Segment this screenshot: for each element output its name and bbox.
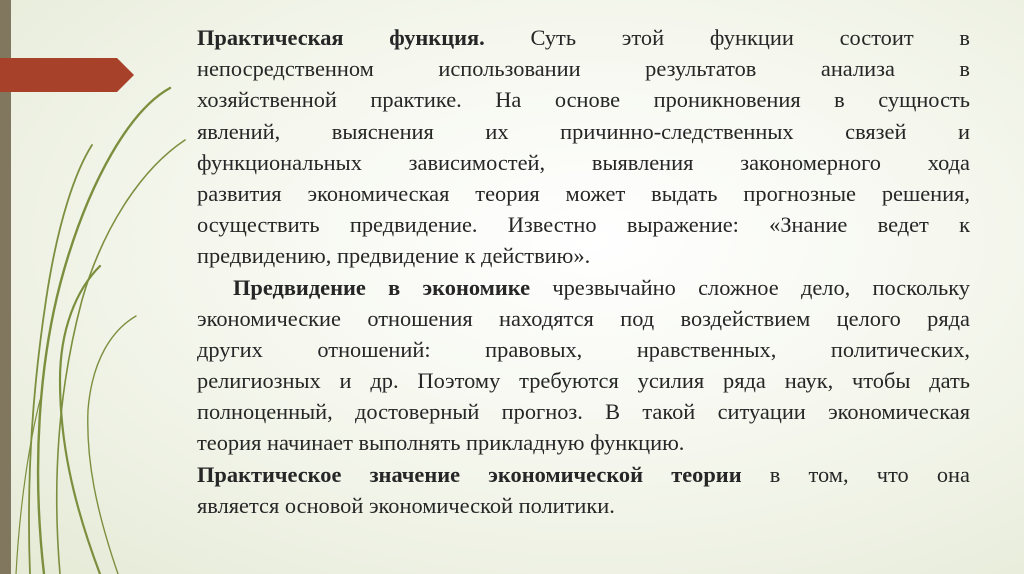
text-line-4: явлений, выяснения их причинно-следственных связей и [197, 118, 970, 144]
heading-practical-function: Практическая функция. [197, 25, 485, 50]
text-line-11: других отношений: правовых, нравственных, политических, [197, 336, 970, 362]
decor-curve-5 [88, 316, 136, 574]
text-line-7: осуществить предвидение. Известно выражение: «Знание ведет к [197, 212, 970, 238]
text-line-3: хозяйственной практике. На основе проникновения в сущность [197, 87, 970, 113]
slide-text-block [197, 22, 970, 521]
text-line-13: полноценный, достоверный прогноз. В такой ситуации экономическая [197, 399, 970, 425]
decorative-curves [0, 0, 200, 574]
text-line-6: развития экономическая теория может выдать прогнозные решения, [197, 180, 970, 206]
heading-practical-significance: Практическое значение экономической теории [197, 461, 742, 487]
text-line-15: Практическое значение экономической теории в том, что она [197, 461, 970, 487]
text-line-12: религиозных и др. Поэтому требуются усилия ряда наук, чтобы дать [197, 368, 970, 394]
text-line-16: является основой экономической политики. [197, 492, 615, 518]
text-line-2: непосредственном использовании результатов анализа в [197, 56, 970, 82]
decor-curve-6 [16, 400, 40, 574]
text-line-14: теория начинает выполнять прикладную функцию. [197, 430, 685, 456]
decor-curve-1 [38, 88, 170, 574]
text-line-5: функциональных зависимостей, выявления закономерного хода [197, 149, 970, 175]
text-line-9: Предвидение в экономике чрезвычайно сложное дело, поскольку [233, 274, 970, 300]
text-line-10: экономические отношения находятся под воздействием целого ряда [197, 305, 970, 331]
text-line-8: предвидению, предвидение к действию». [197, 243, 591, 269]
decor-curve-4 [60, 266, 100, 574]
decor-curve-2 [57, 140, 185, 574]
text-line-1: Практическая функция. Суть этой функции состоит в [197, 25, 970, 50]
heading-forecasting: Предвидение в экономике [233, 274, 531, 300]
